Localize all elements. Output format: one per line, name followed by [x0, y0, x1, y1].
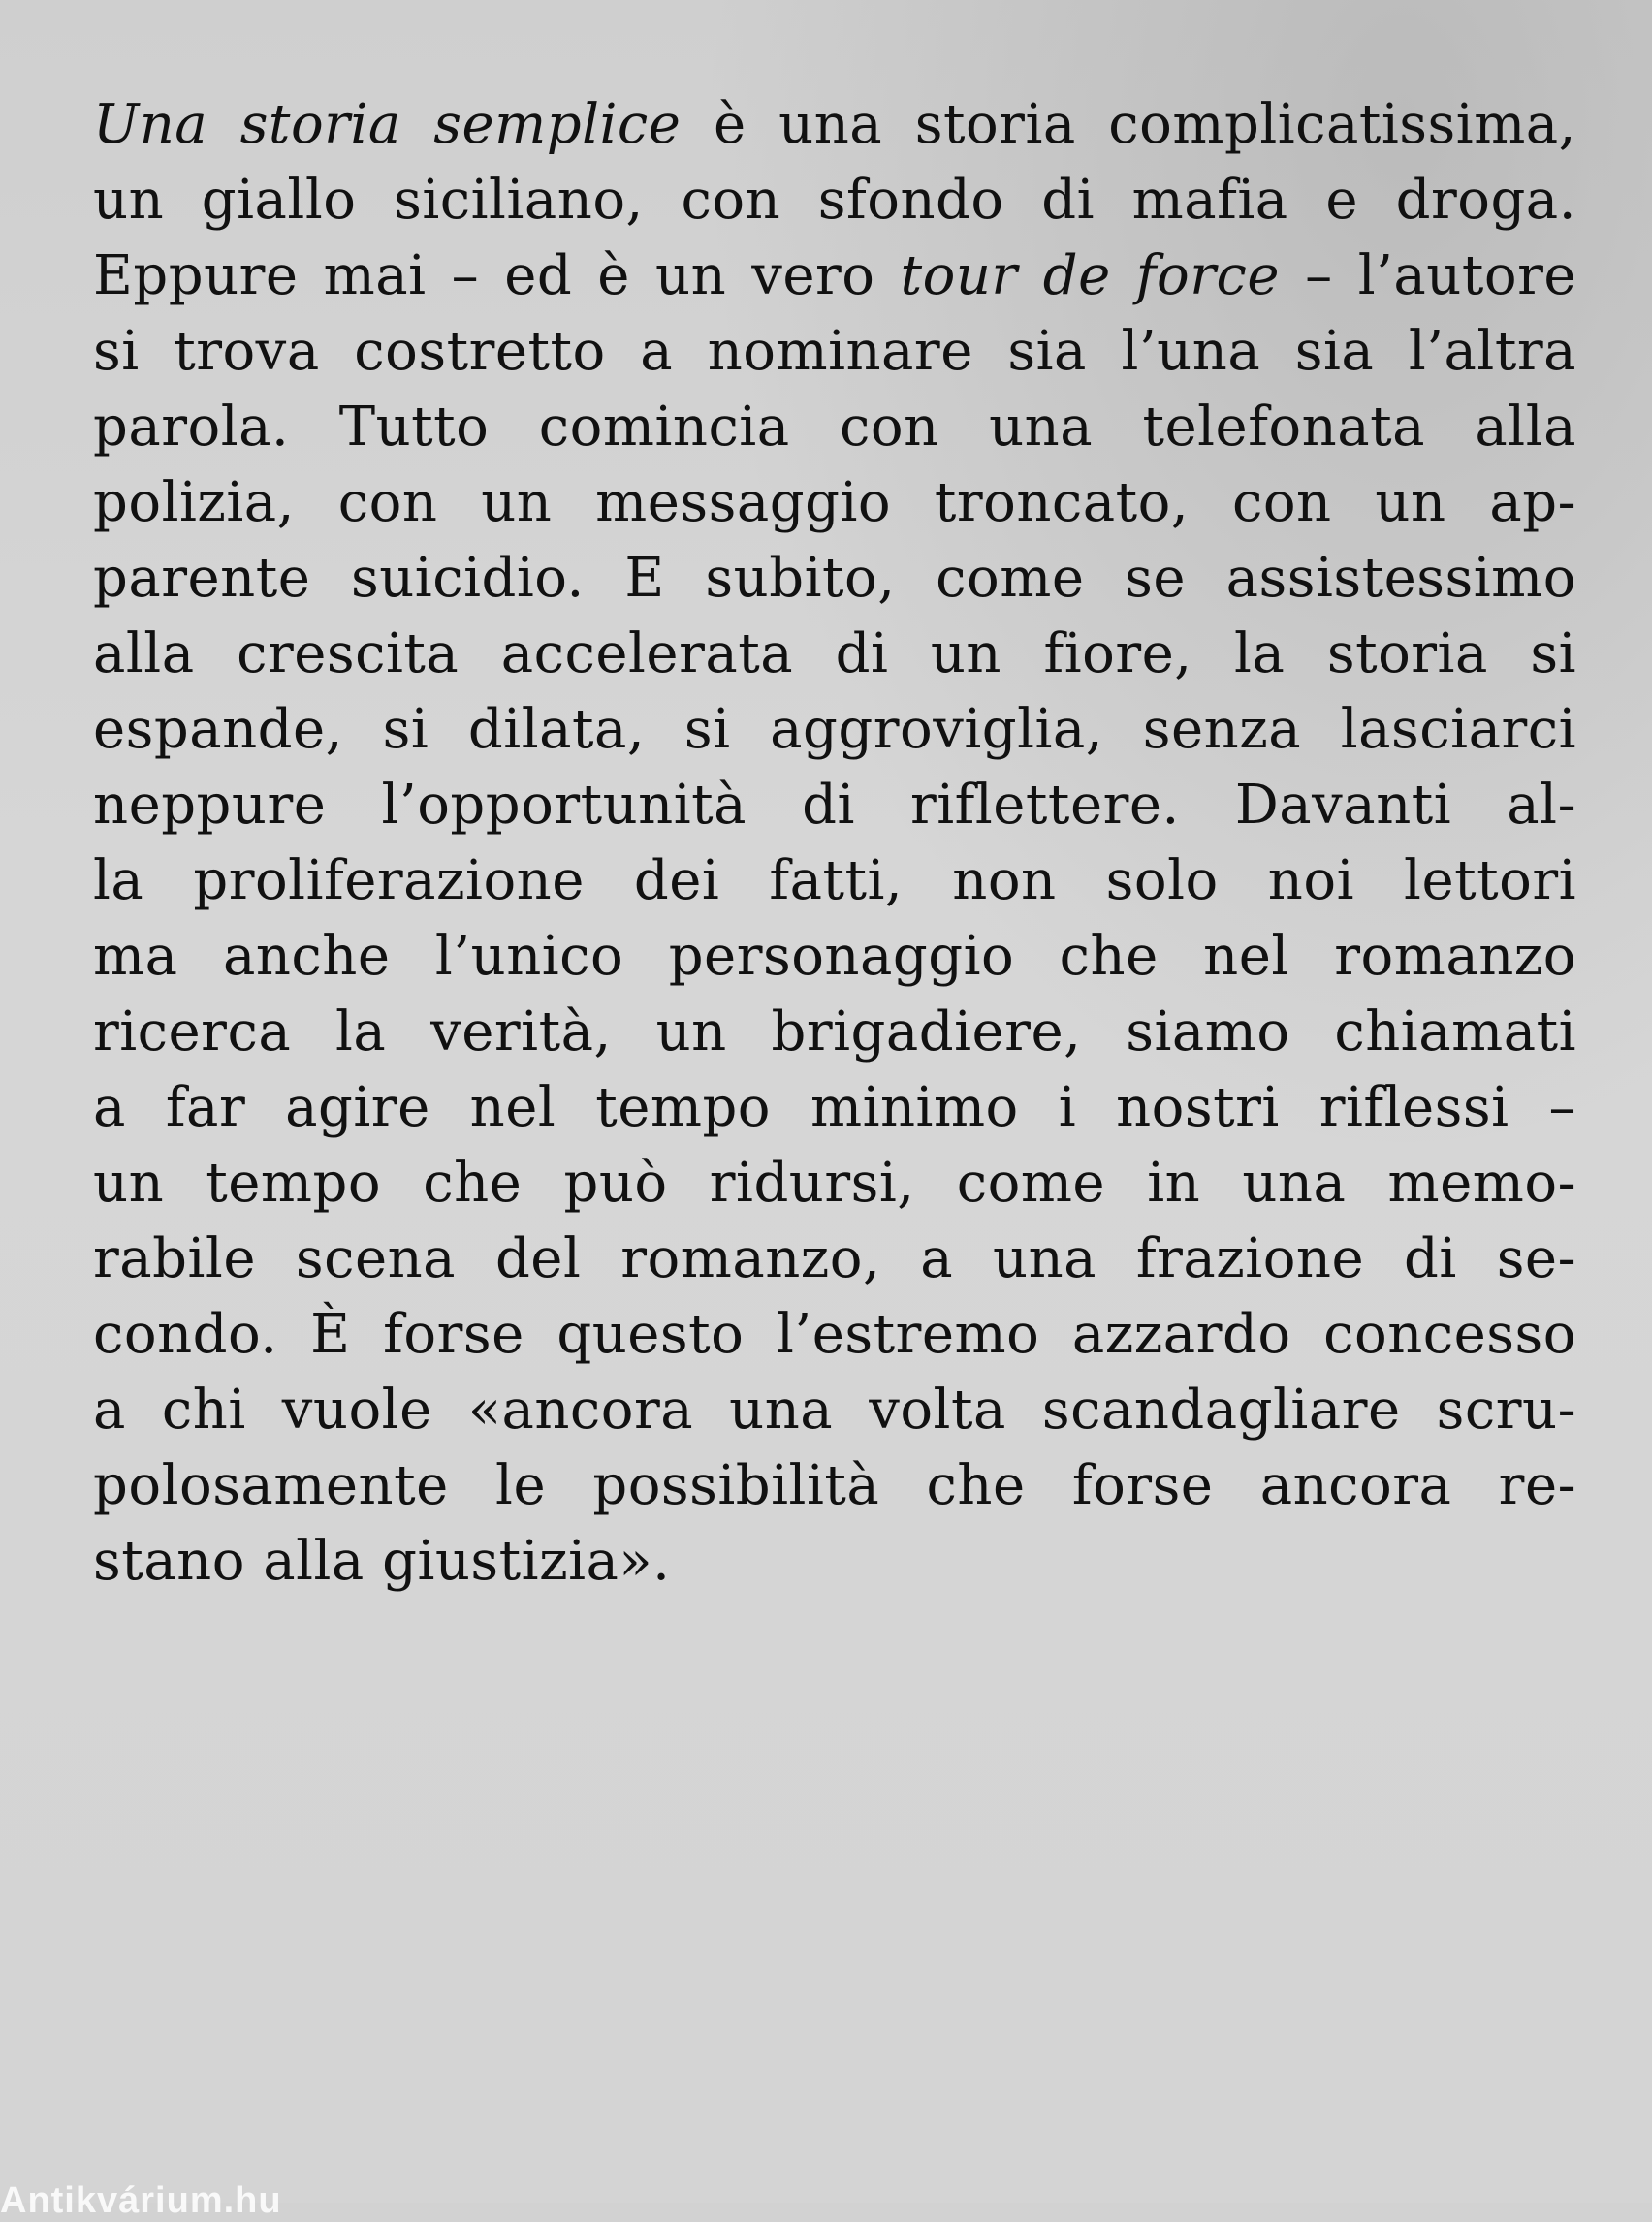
- italic-phrase: tour de force: [900, 244, 1281, 307]
- blurb-line: Una storia semplice è una storia complicatissima,: [93, 93, 1576, 156]
- blurb-line: parola. Tutto comincia con una telefonata alla: [93, 396, 1576, 459]
- blurb-line: a far agire nel tempo minimo i nostri riflessi –: [93, 1076, 1576, 1139]
- blurb-line-last: stano alla giustizia».: [93, 1530, 671, 1593]
- blurb-line: parente suicidio. E subito, come se assistessimo: [93, 547, 1576, 610]
- blurb-line: ma anche l’unico personaggio che nel romanzo: [93, 925, 1576, 988]
- blurb-line: espande, si dilata, si aggroviglia, senza lasciarci: [93, 698, 1576, 761]
- blurb-line: alla crescita accelerata di un fiore, la storia si: [93, 622, 1576, 685]
- blurb-text: [93, 87, 1576, 1600]
- blurb-line: polosamente le possibilità che forse ancora re-: [93, 1454, 1576, 1517]
- blurb-line: un tempo che può ridursi, come in una memo-: [93, 1152, 1576, 1215]
- blurb-line: neppure l’opportunità di riflettere. Davanti al-: [93, 774, 1576, 837]
- watermark: Antikvárium.hu: [0, 2180, 282, 2221]
- blurb-line: la proliferazione dei fatti, non solo noi lettori: [93, 849, 1576, 912]
- blurb-line: Eppure mai – ed è un vero tour de force – l’autore: [93, 244, 1576, 307]
- blurb-line: si trova costretto a nominare sia l’una sia l’altra: [93, 320, 1576, 383]
- blurb-line: ricerca la verità, un brigadiere, siamo chiamati: [93, 1000, 1576, 1063]
- blurb-line: rabile scena del romanzo, a una frazione di se-: [93, 1227, 1576, 1290]
- blurb-line: a chi vuole «ancora una volta scandagliare scru-: [93, 1379, 1576, 1442]
- blurb-line: polizia, con un messaggio troncato, con un ap-: [93, 471, 1576, 534]
- blurb-line: un giallo siciliano, con sfondo di mafia e droga.: [93, 169, 1576, 232]
- blurb-line: condo. È forse questo l’estremo azzardo concesso: [93, 1303, 1576, 1366]
- book-title-italic: Una storia semplice: [93, 93, 682, 156]
